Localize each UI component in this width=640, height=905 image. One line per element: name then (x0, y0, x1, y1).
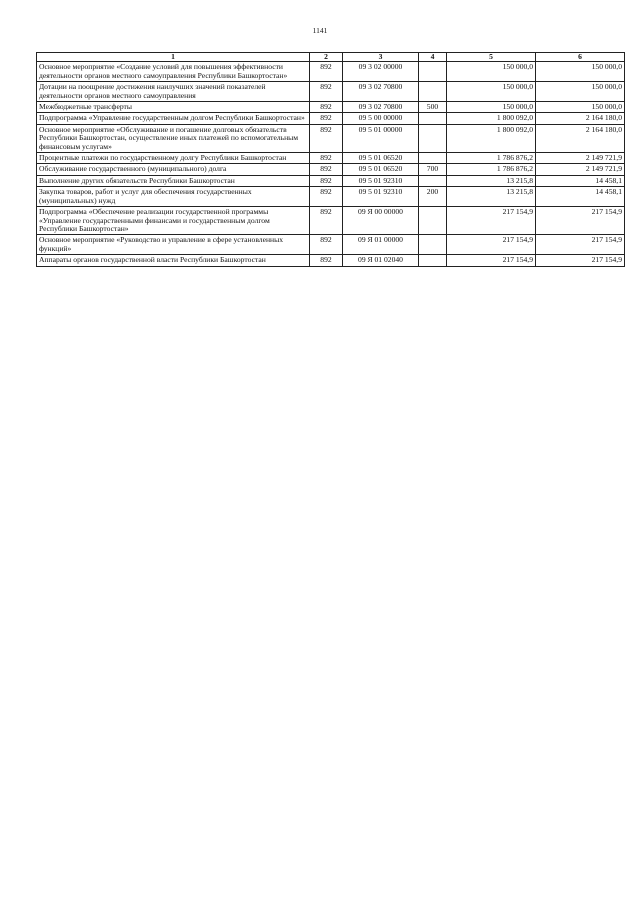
cell-amount-year1: 217 154,9 (447, 255, 536, 266)
table-header-row (37, 53, 625, 62)
column-header: 2 (310, 53, 343, 62)
cell-target-article: 09 5 01 92310 (343, 175, 419, 186)
cell-amount-year1: 217 154,9 (447, 235, 536, 255)
table-row (37, 235, 625, 255)
cell-department-code: 892 (310, 113, 343, 124)
cell-amount-year1: 13 215,8 (447, 175, 536, 186)
column-header: 1 (37, 53, 310, 62)
budget-table (36, 52, 625, 267)
cell-target-article: 09 Я 01 02040 (343, 255, 419, 266)
table-row (37, 175, 625, 186)
cell-name: Межбюджетные трансферты (37, 102, 310, 113)
cell-name: Закупка товаров, работ и услуг для обеспечения государственных (муниципальных) нужд (37, 187, 310, 207)
cell-expense-type (419, 235, 447, 255)
cell-expense-type (419, 62, 447, 82)
table-row (37, 102, 625, 113)
table-row (37, 153, 625, 164)
cell-target-article: 09 5 01 00000 (343, 124, 419, 152)
cell-name: Основное мероприятие «Создание условий для повышения эффективности деятельности органов местного самоуправления Республики Башкортостан» (37, 62, 310, 82)
table-row (37, 255, 625, 266)
cell-expense-type (419, 175, 447, 186)
column-header: 5 (447, 53, 536, 62)
cell-amount-year1: 150 000,0 (447, 62, 536, 82)
cell-department-code: 892 (310, 102, 343, 113)
cell-name: Основное мероприятие «Обслуживание и погашение долговых обязательств Республики Башкортостан, осуществление иных платежей по вспомогательным финансовым услугам» (37, 124, 310, 152)
cell-expense-type (419, 82, 447, 102)
column-header: 4 (419, 53, 447, 62)
cell-department-code: 892 (310, 255, 343, 266)
table-row (37, 164, 625, 175)
cell-target-article: 09 5 01 06520 (343, 164, 419, 175)
cell-target-article: 09 Я 01 00000 (343, 235, 419, 255)
cell-amount-year2: 2 164 180,0 (536, 124, 625, 152)
cell-amount-year1: 1 800 092,0 (447, 124, 536, 152)
cell-target-article: 09 5 01 06520 (343, 153, 419, 164)
cell-target-article: 09 3 02 70800 (343, 102, 419, 113)
cell-department-code: 892 (310, 62, 343, 82)
cell-amount-year2: 2 149 721,9 (536, 164, 625, 175)
cell-expense-type (419, 124, 447, 152)
cell-amount-year2: 150 000,0 (536, 102, 625, 113)
cell-name: Процентные платежи по государственному долгу Республики Башкортостан (37, 153, 310, 164)
cell-amount-year2: 150 000,0 (536, 82, 625, 102)
cell-target-article: 09 3 02 70800 (343, 82, 419, 102)
cell-expense-type (419, 113, 447, 124)
page-number: 1141 (312, 26, 328, 35)
table-row (37, 62, 625, 82)
table-body (37, 62, 625, 266)
cell-department-code: 892 (310, 124, 343, 152)
table-row (37, 207, 625, 235)
cell-department-code: 892 (310, 175, 343, 186)
column-header: 6 (536, 53, 625, 62)
cell-department-code: 892 (310, 164, 343, 175)
cell-department-code: 892 (310, 82, 343, 102)
cell-amount-year2: 2 164 180,0 (536, 113, 625, 124)
cell-target-article: 09 3 02 00000 (343, 62, 419, 82)
cell-expense-type: 700 (419, 164, 447, 175)
cell-expense-type: 200 (419, 187, 447, 207)
cell-amount-year2: 217 154,9 (536, 207, 625, 235)
cell-expense-type (419, 207, 447, 235)
cell-target-article: 09 5 01 92310 (343, 187, 419, 207)
cell-expense-type (419, 255, 447, 266)
table-row (37, 113, 625, 124)
cell-amount-year2: 14 458,1 (536, 187, 625, 207)
cell-amount-year2: 2 149 721,9 (536, 153, 625, 164)
table-row (37, 124, 625, 152)
cell-expense-type (419, 153, 447, 164)
cell-amount-year2: 14 458,1 (536, 175, 625, 186)
cell-department-code: 892 (310, 207, 343, 235)
cell-amount-year2: 217 154,9 (536, 235, 625, 255)
cell-name: Обслуживание государственного (муниципального) долга (37, 164, 310, 175)
cell-expense-type: 500 (419, 102, 447, 113)
cell-target-article: 09 5 00 00000 (343, 113, 419, 124)
cell-name: Основное мероприятие «Руководство и управление в сфере установленных функций» (37, 235, 310, 255)
cell-target-article: 09 Я 00 00000 (343, 207, 419, 235)
cell-amount-year1: 217 154,9 (447, 207, 536, 235)
cell-amount-year1: 1 786 876,2 (447, 164, 536, 175)
cell-amount-year1: 1 786 876,2 (447, 153, 536, 164)
cell-amount-year2: 150 000,0 (536, 62, 625, 82)
cell-department-code: 892 (310, 235, 343, 255)
column-header: 3 (343, 53, 419, 62)
table-row (37, 187, 625, 207)
cell-name: Подпрограмма «Управление государственным долгом Республики Башкортостан» (37, 113, 310, 124)
cell-name: Аппараты органов государственной власти Республики Башкортостан (37, 255, 310, 266)
cell-amount-year1: 1 800 092,0 (447, 113, 536, 124)
cell-amount-year1: 150 000,0 (447, 102, 536, 113)
cell-name: Дотации на поощрение достижения наилучших значений показателей деятельности органов местного самоуправления (37, 82, 310, 102)
cell-department-code: 892 (310, 187, 343, 207)
cell-name: Выполнение других обязательств Республики Башкортостан (37, 175, 310, 186)
cell-amount-year1: 13 215,8 (447, 187, 536, 207)
cell-amount-year1: 150 000,0 (447, 82, 536, 102)
cell-amount-year2: 217 154,9 (536, 255, 625, 266)
cell-department-code: 892 (310, 153, 343, 164)
table-row (37, 82, 625, 102)
cell-name: Подпрограмма «Обеспечение реализации государственной программы «Управление государственными финансами и государственным долгом Республики Башкортостан» (37, 207, 310, 235)
